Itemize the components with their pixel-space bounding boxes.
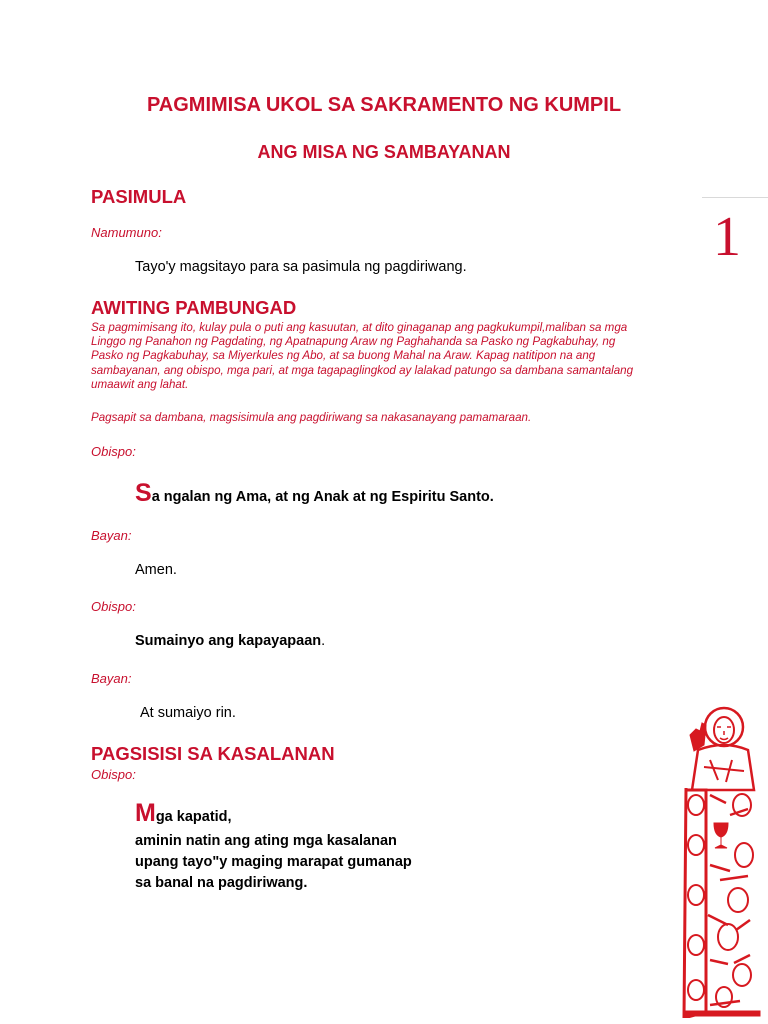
- document-title: PAGMIMISA UKOL SA SAKRAMENTO NG KUMPIL: [146, 94, 622, 116]
- amen-text: Amen.: [135, 562, 177, 578]
- speaker-obispo: Obispo:: [91, 599, 136, 614]
- rubric-awiting: [91, 321, 679, 392]
- dropcap-s: S: [135, 479, 152, 507]
- pasimula-text: Tayo'y magsitayo para sa pasimula ng pagdiriwang.: [135, 259, 467, 275]
- prayer-line: upang tayo"y maging marapat gumanap: [135, 854, 412, 870]
- rubric-line: umaawit ang lahat.: [91, 377, 189, 391]
- speaker-bayan: Bayan:: [91, 671, 132, 686]
- page-number: 1: [713, 206, 741, 268]
- rubric-pagsapit: Pagsapit sa dambana, magsisimula ang pagdiriwang sa nakasanayang pamamaraan.: [91, 411, 532, 424]
- speaker-obispo: Obispo:: [91, 767, 136, 782]
- sumainyo-line: [135, 633, 325, 649]
- pagsisisi-lines: [135, 831, 412, 894]
- document-subtitle: ANG MISA NG SAMBAYANAN: [257, 142, 511, 162]
- rubric-line: sambayanan, ang obispo, mga pari, at mga tagapaglingkod ay lalakad patungo sa dambana samantalang: [91, 363, 634, 377]
- line-sa-ngalan: [135, 479, 494, 508]
- sumainyo-text: Sumainyo ang kapayapaan: [135, 633, 322, 649]
- speaker-bayan: Bayan:: [91, 528, 132, 543]
- mga-kapatid-line: [135, 799, 232, 828]
- woodcut-illustration: [680, 705, 762, 1018]
- speaker-obispo: Obispo:: [91, 444, 136, 459]
- prayer-line: aminin natin ang ating mga kasalanan: [135, 833, 397, 849]
- page-number-rule: [702, 197, 768, 198]
- rubric-line: Sa pagmimisang ito, kulay pula o puti ang kasuutan, at dito ginaganap ang pagkukumpil,maliban sa mga: [91, 321, 628, 334]
- sa-ngalan-text: a ngalan ng Ama, at ng Anak at ng Espiritu Santo.: [151, 489, 494, 505]
- prayer-line: sa banal na pagdiriwang.: [135, 875, 308, 891]
- at-sumaiyo-text: At sumaiyo rin.: [140, 705, 236, 721]
- sumainyo-period: .: [321, 633, 326, 649]
- speaker-namumuno: Namumuno:: [91, 225, 162, 240]
- heading-pagsisisi: PAGSISISI SA KASALANAN: [91, 743, 335, 764]
- heading-pasimula: PASIMULA: [91, 186, 187, 207]
- heading-awiting-pambungad: AWITING PAMBUNGAD: [91, 297, 297, 318]
- rubric-line: Pasko ng Pagkabuhay, sa Miyerkules ng Abo, at sa buong Mahal na Araw. Kapag natitipon na ang: [91, 349, 596, 363]
- mga-kapatid-text: ga kapatid,: [155, 809, 232, 825]
- rubric-line: Linggo ng Panahon ng Pagdating, ng Apatnapung Araw ng Paghahanda sa Pasko ng Pagkabuhay, ng: [91, 335, 616, 349]
- dropcap-m: M: [135, 799, 156, 827]
